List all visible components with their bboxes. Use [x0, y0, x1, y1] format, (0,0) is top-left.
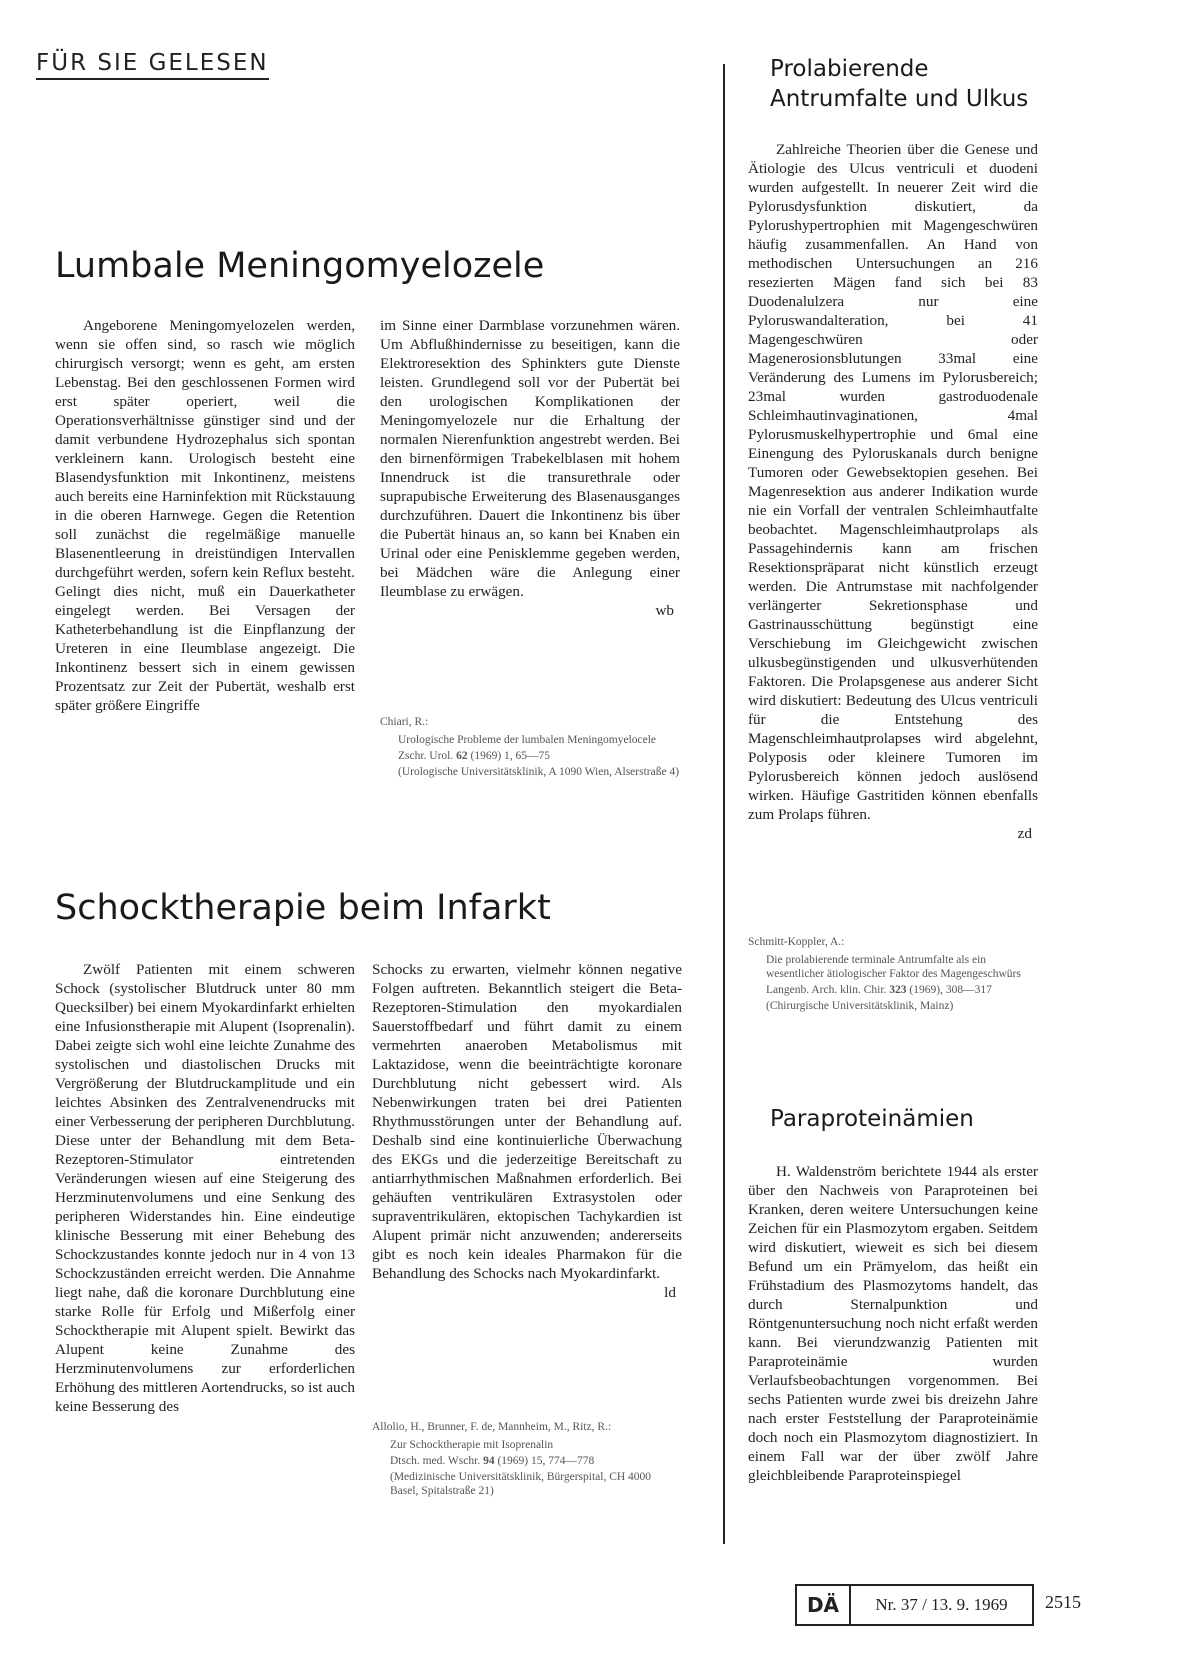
issue-number: Nr. 37 / 13. 9. 1969 [875, 1595, 1008, 1614]
ref-author: Allolio, H., Brunner, F. de, Mannheim, M., Ritz, R.: [372, 1421, 612, 1433]
article3-signature: zd [1017, 825, 1032, 842]
ref-title: Zur Schocktherapie mit Isoprenalin [390, 1439, 554, 1451]
article2-reference [372, 1420, 682, 1500]
ref-title: Urologische Probleme der lumbalen Meningomyelocele [398, 734, 657, 746]
ref-citation: Dtsch. med. Wschr. 94 (1969) 15, 774—778 [390, 1455, 595, 1467]
article1-column-2 [380, 316, 680, 620]
ref-institution: (Urologische Universitätsklinik, A 1090 Wien, Alserstraße 4) [398, 766, 680, 778]
article-title-meningomyelozele: Lumbale Meningomyelozele [55, 246, 545, 286]
journal-logo: DÄ [797, 1586, 851, 1624]
article1-text-1: Angeborene Meningomyelozelen werden, wenn sie offen sind, so rasch wie möglich chirurgisch versorgt; wenn es geht, am ersten Lebenstag. Bei den geschlossenen Formen wird erst später operiert, weil die Operationsverhältnisse günstiger sind und der damit verbundene Hydrozephalus sich spontan verkleinern kann. Urologisch besteht eine Blasendysfunktion mit Inkontinenz, meistens auch bereits eine Harninfektion mit Rückstauung in die oberen Harnwege. Gegen die Retention soll zunächst die regelmäßige manuelle Blasenentleerung in dreistündigen Intervallen durchgeführt werden, sofern kein Reflux besteht. Gelingt dies nicht, muß ein Dauerkatheter eingelegt werden. Bei Versagen der Katheterbehandlung ist die Einpflanzung der Ureteren in eine Ileumblase angezeigt. Die Inkontinenz bessert sich in einem gewissen Prozentsatz zur Zeit der Pubertät, weshalb erst später größere Eingriffe [55, 317, 355, 714]
article4-text: H. Waldenström berichtete 1944 als erster über den Nachweis von Paraproteinen bei Kranken, deren weitere Untersuchungen keine Zeichen für ein Plasmozytom ergaben. Seitdem wird diskutiert, wieweit es sich bei diesem Befund um ein Prämyelom, das heißt ein Frühstadium des Plasmozytoms handelt, das durch Sternalpunktion und Röntgenuntersuchung noch nicht erfaßt werden kann. Bei vierundzwanzig Patienten mit Paraproteinämie wurden Verlaufsbeobachtungen vorgenommen. Bei sechs Patienten wurde zwei bis dreizehn Jahre nach erster Feststellung der Paraproteinämie doch noch ein Plasmozytom diagnostiziert. In einem Fall war der über zwölf Jahre gleichbleibende Paraproteinspiegel [748, 1163, 1038, 1484]
article-title-antrumfalte: Prolabierende Antrumfalte und Ulkus [770, 56, 1029, 112]
footer-issue-box [795, 1584, 1034, 1626]
article2-column-1 [55, 960, 355, 1416]
article-title-paraproteinaemien: Paraproteinämien [770, 1106, 974, 1132]
article2-text-2: Schocks zu erwarten, vielmehr können negative Folgen auftreten. Bekanntlich steigert die Beta-Rezeptoren-Stimulation den myokardialen Sauerstoffbedarf und führt damit zu einem vermehrten anaeroben Metabolismus mit Laktazidose, wenn die beeinträchtigte koronare Durchblutung nicht gebessert wird. Als Nebenwirkungen traten bei drei Patienten Rhythmusstörungen unter der Behandlung auf. Deshalb sind eine kontinuierliche Überwachung des EKGs und die jederzeitige Bereitschaft zu antiarrhythmischen Maßnahmen erforderlich. Bei gehäuften ventrikulären Extrasystolen oder supraventrikulären, ektopischen Tachykardien ist Alupent primär nicht anzuwenden; andererseits gibt es noch kein ideales Pharmakon für die Behandlung des Schocks nach Myokardinfarkt. [372, 961, 682, 1282]
page-number: 2515 [1045, 1592, 1081, 1612]
article3-reference [748, 935, 1038, 1015]
section-rubric: FÜR SIE GELESEN [36, 50, 269, 80]
ref-author: Chiari, R.: [380, 716, 429, 728]
column-divider [723, 64, 725, 1544]
article1-reference [380, 715, 680, 781]
article2-text-1: Zwölf Patienten mit einem schweren Schock (systolischer Blutdruck unter 80 mm Quecksilber) bei einem Myokardinfarkt erhielten eine Infusionstherapie mit Alupent (Isoprenalin). Dabei zeigte sich wohl eine leichte Zunahme des systolischen und diastolischen Drucks mit Vergrößerung der Blutdruckamplitude und ein leichtes Absinken des Zentralvenendrucks mit einer Verbesserung der peripheren Durchblutung. Diese unter der Behandlung mit dem Beta-Rezeptoren-Stimulator eintretenden Veränderungen wiesen auf eine Steigerung des Herzminutenvolumens und eine Senkung des peripheren Widerstandes hin. Eine eindeutige klinische Besserung mit einer Behebung des Schockzustandes konnte jedoch nur in 4 von 13 Schockzuständen erreicht werden. Die Annahme liegt nahe, daß die koronare Durchblutung eine starke Rolle für Erfolg und Mißerfolg einer Schocktherapie mit Alupent spielt. Bewirkt das Alupent keine Zunahme des Herzminutenvolumens zur erforderlichen Erhöhung des mittleren Aortendrucks, so ist auch keine Besserung des [55, 961, 355, 1415]
ref-title: Die prolabierende terminale Antrumfalte als ein wesentlicher ätiologischer Faktor des Magengeschwürs [766, 954, 1021, 980]
article3-text: Zahlreiche Theorien über die Genese und Ätiologie des Ulcus ventriculi et duodeni wurden aufgestellt. In neuerer Zeit wird die Pylorusdysfunktion diskutiert, da Pylorushypertrophien mit Magengeschwüren häufig zusammenfallen. An Hand von methodischen Untersuchungen an 216 resezierten Mägen fand sich bei 83 Duodenalulzera nur eine Pyloruswandalteration, bei 41 Magengeschwüren oder Magenerosionsblutungen 33mal eine Veränderung des Lumens im Pylorusbereich; 23mal wurden gastroduodenale Schleimhautinvaginationen, 4mal Pylorusmuskelhypertrophie und 6mal eine Einengung des Pyloruskanals durch benigne Tumoren oder Gewebsektopien gesehen. Bei Magenresektion aus anderer Indikation wurde nie ein Vorfall der ventralen Schleimhautfalte beobachtet. Magenschleimhautprolaps als Passagehindernis kann am frischen Resektionspräparat nicht künstlich erzeugt werden. Die Antrumstase mit nachfolgender verlängerter Sekretionsphase und Gastrinausschüttung begünstigt eine Verschiebung im Gleichgewicht zwischen ulkusbegünstigenden und ulkusverhütenden Faktoren. Die Prolapsgenese aus anderer Sicht wird diskutiert: Bedeutung des Ulcus ventriculi für die Entstehung des Magenschleimhautprolapses wird abgelehnt, Polyposis oder kleinere Tumoren im Pylorusbereich können jedoch auslösend wirken. Häufige Gastritiden können ebenfalls zum Prolaps führen. [748, 141, 1038, 823]
article1-text-2: im Sinne einer Darmblase vorzunehmen wären. Um Abflußhindernisse zu beseitigen, kann die Elektroresektion des Sphinkters gute Dienste leisten. Grundlegend soll vor der Pubertät bei den urologischen Komplikationen der Meningomyelozele nur die Erhaltung der normalen Nierenfunktion angestrebt werden. Bei den birnenförmigen Trabekelblasen mit hohem Innendruck ist die transurethrale oder suprapubische Erweiterung des Blasenausganges durchzuführen. Dauert die Inkontinenz bis über die Pubertät hinaus an, so kann bei Knaben ein Urinal oder eine Penisklemme gegeben werden, bei Mädchen wäre die Anlegung einer Ileumblase zu erwägen. [380, 317, 680, 600]
article1-column-1 [55, 316, 355, 715]
ref-citation: Langenb. Arch. klin. Chir. 323 (1969), 308—317 [766, 984, 992, 996]
ref-institution: (Chirurgische Universitätsklinik, Mainz) [766, 1000, 954, 1012]
article4-column [748, 1162, 1038, 1485]
article2-signature: ld [664, 1284, 676, 1301]
article3-column [748, 140, 1038, 843]
article2-column-2 [372, 960, 682, 1302]
article-title-schocktherapie: Schocktherapie beim Infarkt [55, 888, 551, 928]
ref-author: Schmitt-Koppler, A.: [748, 936, 845, 948]
ref-citation: Zschr. Urol. 62 (1969) 1, 65—75 [398, 750, 551, 762]
ref-institution: (Medizinische Universitätsklinik, Bürgerspital, CH 4000 Basel, Spitalstraße 21) [390, 1471, 652, 1497]
article1-signature: wb [655, 602, 674, 619]
